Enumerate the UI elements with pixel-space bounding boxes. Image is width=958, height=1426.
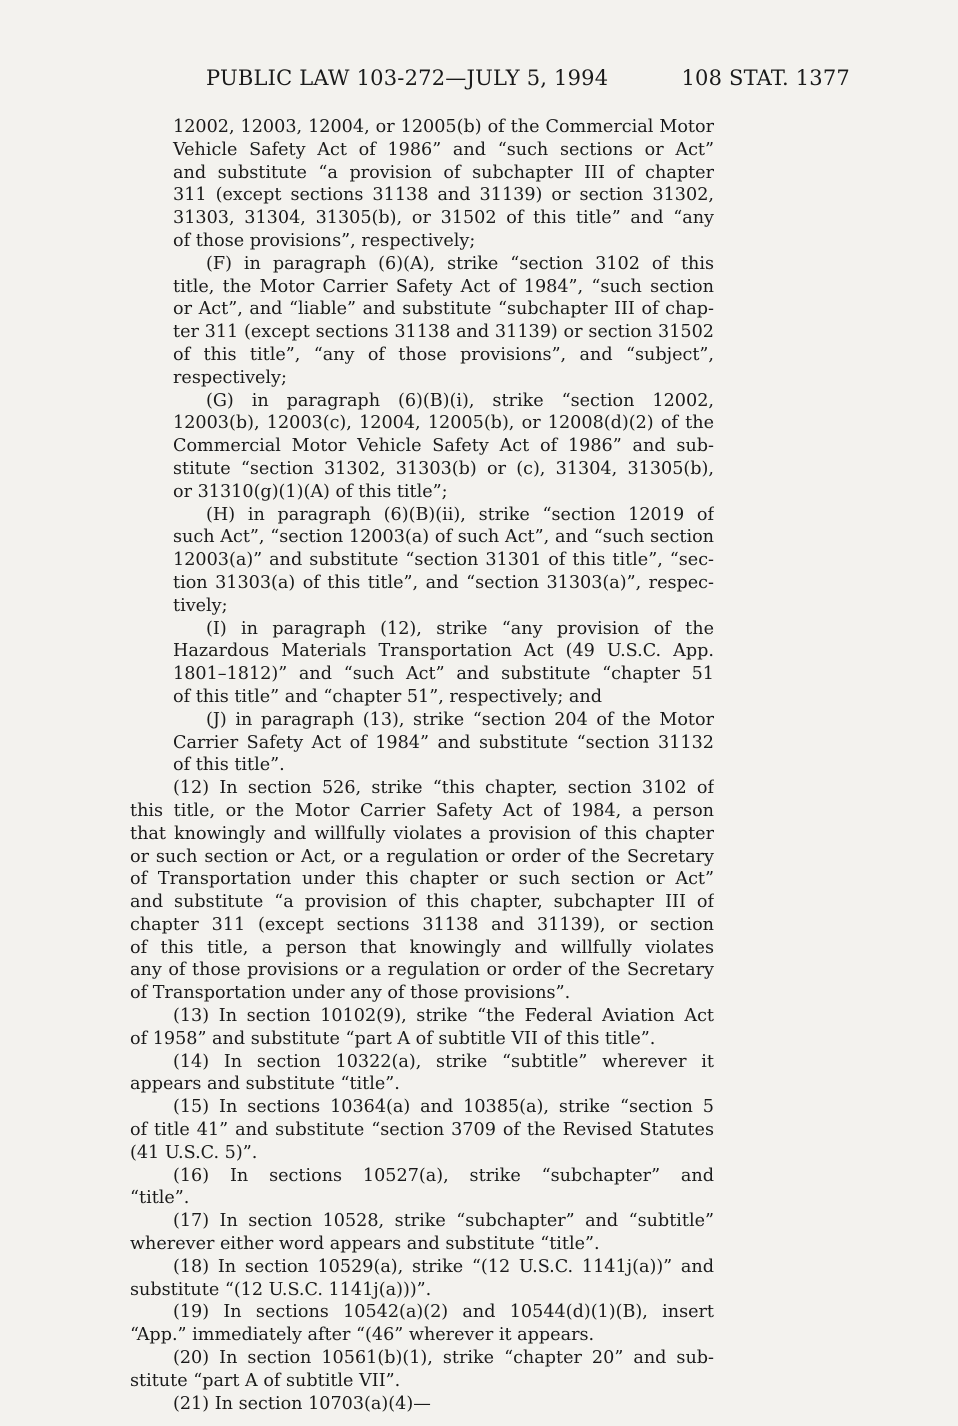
text-line: (21) In section 10703(a)(4)— <box>173 1393 431 1414</box>
text-line: 31303, 31304, 31305(b), or 31502 of this title” and “any <box>173 208 714 229</box>
text-line: or such section or Act, or a regulation or order of the Secretary <box>130 846 714 867</box>
text-line: stitute “part A of subtitle VII”. <box>130 1370 401 1391</box>
page-header <box>130 66 850 96</box>
text-line: “App.” immediately after “(46” wherever it appears. <box>130 1325 595 1346</box>
text-line: this title, or the Motor Carrier Safety Act of 1984, a person <box>130 800 714 821</box>
text-line: tively; <box>173 595 228 616</box>
text-line: any of those provisions or a regulation or order of the Secretary <box>130 960 714 981</box>
text-line: wherever either word appears and substitute “title”. <box>130 1234 600 1255</box>
text-line: (H) in paragraph (6)(B)(ii), strike “section 12019 of <box>206 504 714 525</box>
text-line: of this title”, “any of those provisions”, and “subject”, <box>173 344 714 365</box>
text-line: Hazardous Materials Transportation Act (49 U.S.C. App. <box>173 641 714 662</box>
text-line: (18) In section 10529(a), strike “(12 U.S.C. 1141j(a))” and <box>173 1256 714 1277</box>
text-line: “title”. <box>130 1188 190 1209</box>
text-line: 12003(a)” and substitute “section 31301 of this title”, “sec- <box>173 550 714 571</box>
text-line: of title 41” and substitute “section 3709 of the Revised Statutes <box>130 1120 714 1141</box>
text-line: Carrier Safety Act of 1984” and substitute “section 31132 <box>173 732 714 753</box>
text-line: title, the Motor Carrier Safety Act of 1984”, “such section <box>173 276 714 297</box>
text-line: (J) in paragraph (13), strike “section 204 of the Motor <box>206 709 714 730</box>
text-line: of Transportation under this chapter or such section or Act” <box>130 869 714 890</box>
text-line: (12) In section 526, strike “this chapter, section 3102 of <box>173 778 714 799</box>
text-line: (17) In section 10528, strike “subchapter” and “subtitle” <box>173 1211 714 1232</box>
text-line: and substitute “a provision of subchapter III of chapter <box>173 162 714 183</box>
text-line: such Act”, “section 12003(a) of such Act”, and “such section <box>173 527 714 548</box>
text-line: (13) In section 10102(9), strike “the Federal Aviation Act <box>173 1006 714 1027</box>
text-line: appears and substitute “title”. <box>130 1074 400 1095</box>
text-line: of this title” and “chapter 51”, respectively; and <box>173 686 602 707</box>
text-line: Commercial Motor Vehicle Safety Act of 1986” and sub- <box>173 436 714 457</box>
text-line: or Act”, and “liable” and substitute “subchapter III of chap- <box>173 299 714 320</box>
text-line: and substitute “a provision of this chapter, subchapter III of <box>130 892 714 913</box>
text-line: of this title”. <box>173 755 285 776</box>
text-line: (41 U.S.C. 5)”. <box>130 1142 258 1163</box>
text-line: substitute “(12 U.S.C. 1141j(a)))”. <box>130 1279 432 1300</box>
text-line: Vehicle Safety Act of 1986” and “such sections or Act” <box>173 139 714 160</box>
text-line: 1801–1812)” and “such Act” and substitute “chapter 51 <box>173 664 714 685</box>
text-line: of Transportation under any of those provisions”. <box>130 983 571 1004</box>
text-line: (20) In section 10561(b)(1), strike “chapter 20” and sub- <box>173 1348 714 1369</box>
text-line: (16) In sections 10527(a), strike “subchapter” and <box>173 1165 714 1186</box>
text-line: chapter 311 (except sections 31138 and 31139), or section <box>130 914 714 935</box>
text-line: of this title, a person that knowingly and willfully violates <box>130 937 714 958</box>
text-line: of 1958” and substitute “part A of subtitle VII of this title”. <box>130 1028 656 1049</box>
text-line: tion 31303(a) of this title”, and “section 31303(a)”, respec- <box>173 572 714 593</box>
text-line: (F) in paragraph (6)(A), strike “section 3102 of this <box>206 253 714 274</box>
text-line: (I) in paragraph (12), strike “any provision of the <box>206 618 714 639</box>
body-text <box>130 116 714 1415</box>
running-head-title: PUBLIC LAW 103-272—JULY 5, 1994 <box>206 66 609 90</box>
text-line: 311 (except sections 31138 and 31139) or section 31302, <box>173 185 714 206</box>
text-line: ter 311 (except sections 31138 and 31139) or section 31502 <box>173 322 714 343</box>
text-line: (14) In section 10322(a), strike “subtitle” wherever it <box>173 1051 714 1072</box>
text-line: (G) in paragraph (6)(B)(i), strike “section 12002, <box>206 390 714 411</box>
text-line: (19) In sections 10542(a)(2) and 10544(d)(1)(B), insert <box>173 1302 714 1323</box>
text-line: or 31310(g)(1)(A) of this title”; <box>173 481 448 502</box>
text-line: 12003(b), 12003(c), 12004, 12005(b), or 12008(d)(2) of the <box>173 413 714 434</box>
text-line: that knowingly and willfully violates a provision of this chapter <box>130 823 714 844</box>
text-line: 12002, 12003, 12004, or 12005(b) of the Commercial Motor <box>173 117 714 137</box>
statute-page-number: 108 STAT. 1377 <box>681 66 850 90</box>
text-line: of those provisions”, respectively; <box>173 230 476 251</box>
text-line: (15) In sections 10364(a) and 10385(a), strike “section 5 <box>173 1097 714 1118</box>
text-line: stitute “section 31302, 31303(b) or (c), 31304, 31305(b), <box>173 458 714 479</box>
text-line: respectively; <box>173 367 287 388</box>
